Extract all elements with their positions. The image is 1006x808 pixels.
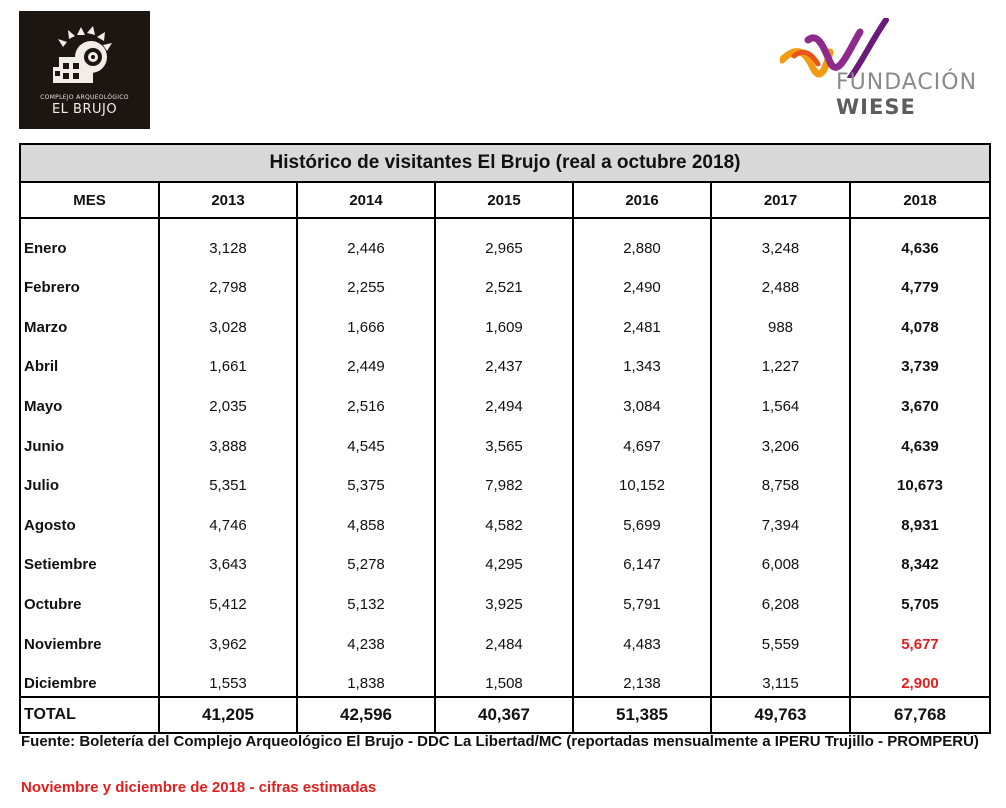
value-cell-2014: 5,278	[297, 538, 435, 578]
value-cell-2013: 2,035	[159, 379, 297, 419]
value-cell-2014: 2,449	[297, 340, 435, 380]
value-cell-2014: 2,516	[297, 379, 435, 419]
table-row	[20, 577, 990, 617]
table-row	[20, 221, 990, 261]
column-header-month: MES	[20, 182, 159, 218]
month-cell: Marzo	[20, 300, 159, 340]
value-cell-2017: 1,227	[711, 340, 850, 380]
total-cell-2016: 51,385	[573, 697, 711, 733]
value-cell-2016: 3,084	[573, 379, 711, 419]
value-cell-2016: 5,699	[573, 498, 711, 538]
visitors-table	[19, 143, 991, 734]
table-row	[20, 419, 990, 459]
value-cell-2015: 2,965	[435, 221, 573, 261]
value-cell-2018: 4,779	[850, 261, 990, 301]
value-cell-2015: 1,508	[435, 657, 573, 698]
month-cell: Octubre	[20, 577, 159, 617]
value-cell-2013: 1,661	[159, 340, 297, 380]
value-cell-2016: 10,152	[573, 459, 711, 499]
month-cell: Enero	[20, 221, 159, 261]
value-cell-2015: 3,925	[435, 577, 573, 617]
value-cell-2016: 2,481	[573, 300, 711, 340]
value-cell-2013: 3,128	[159, 221, 297, 261]
column-header-2013: 2013	[159, 182, 297, 218]
logo-fundacion-text: FUNDACIÓN	[836, 70, 978, 95]
month-cell: Junio	[20, 419, 159, 459]
value-cell-2014: 4,545	[297, 419, 435, 459]
value-cell-2018: 10,673	[850, 459, 990, 499]
value-cell-2013: 1,553	[159, 657, 297, 698]
table-body	[20, 218, 990, 733]
table-row	[20, 261, 990, 301]
value-cell-2018: 4,078	[850, 300, 990, 340]
table-row	[20, 300, 990, 340]
value-cell-2014: 2,446	[297, 221, 435, 261]
value-cell-2017: 3,248	[711, 221, 850, 261]
value-cell-2013: 3,028	[159, 300, 297, 340]
table-row	[20, 498, 990, 538]
value-cell-2014: 5,132	[297, 577, 435, 617]
column-header-2017: 2017	[711, 182, 850, 218]
value-cell-2014: 2,255	[297, 261, 435, 301]
value-cell-2017: 6,208	[711, 577, 850, 617]
value-cell-2017: 7,394	[711, 498, 850, 538]
table-row	[20, 340, 990, 380]
value-cell-2015: 4,582	[435, 498, 573, 538]
value-cell-2015: 3,565	[435, 419, 573, 459]
value-cell-2013: 5,351	[159, 459, 297, 499]
total-cell-2015: 40,367	[435, 697, 573, 733]
table-row	[20, 379, 990, 419]
value-cell-2016: 4,483	[573, 617, 711, 657]
value-cell-2014: 4,858	[297, 498, 435, 538]
month-cell: Mayo	[20, 379, 159, 419]
total-cell-2018: 67,768	[850, 697, 990, 733]
value-cell-2013: 4,746	[159, 498, 297, 538]
column-header-2014: 2014	[297, 182, 435, 218]
column-header-2018: 2018	[850, 182, 990, 218]
total-cell-2013: 41,205	[159, 697, 297, 733]
logo-wiese-text: WIESE	[836, 95, 916, 119]
month-cell: Setiembre	[20, 538, 159, 578]
value-cell-2015: 2,437	[435, 340, 573, 380]
value-cell-2016: 2,880	[573, 221, 711, 261]
value-cell-2018: 5,677	[850, 617, 990, 657]
value-cell-2014: 1,666	[297, 300, 435, 340]
value-cell-2016: 2,138	[573, 657, 711, 698]
table-row	[20, 617, 990, 657]
month-cell: Noviembre	[20, 617, 159, 657]
value-cell-2014: 4,238	[297, 617, 435, 657]
value-cell-2017: 5,559	[711, 617, 850, 657]
value-cell-2013: 5,412	[159, 577, 297, 617]
wiese-swoosh-icon	[780, 18, 900, 78]
value-cell-2017: 8,758	[711, 459, 850, 499]
total-row	[20, 697, 990, 733]
month-cell: Diciembre	[20, 657, 159, 698]
value-cell-2017: 988	[711, 300, 850, 340]
table-header-row	[20, 182, 990, 218]
value-cell-2014: 1,838	[297, 657, 435, 698]
value-cell-2013: 2,798	[159, 261, 297, 301]
month-cell: Abril	[20, 340, 159, 380]
value-cell-2018: 3,739	[850, 340, 990, 380]
value-cell-2017: 6,008	[711, 538, 850, 578]
value-cell-2017: 3,206	[711, 419, 850, 459]
value-cell-2014: 5,375	[297, 459, 435, 499]
value-cell-2013: 3,888	[159, 419, 297, 459]
value-cell-2015: 7,982	[435, 459, 573, 499]
logo-title: EL BRUJO	[51, 102, 118, 117]
value-cell-2015: 4,295	[435, 538, 573, 578]
logo-subtitle: COMPLEJO ARQUEOLÓGICO	[40, 94, 129, 101]
value-cell-2017: 1,564	[711, 379, 850, 419]
value-cell-2015: 2,521	[435, 261, 573, 301]
table-row	[20, 459, 990, 499]
value-cell-2018: 8,342	[850, 538, 990, 578]
month-cell: Febrero	[20, 261, 159, 301]
table-title-row	[20, 144, 990, 182]
value-cell-2017: 2,488	[711, 261, 850, 301]
value-cell-2018: 4,639	[850, 419, 990, 459]
value-cell-2016: 1,343	[573, 340, 711, 380]
table-row	[20, 538, 990, 578]
total-label: TOTAL	[20, 697, 159, 733]
fundacion-wiese-logo	[780, 18, 990, 118]
estimate-note: Noviembre y diciembre de 2018 - cifras estimadas	[21, 779, 377, 796]
value-cell-2016: 4,697	[573, 419, 711, 459]
month-cell: Julio	[20, 459, 159, 499]
table-row	[20, 657, 990, 698]
total-cell-2017: 49,763	[711, 697, 850, 733]
value-cell-2015: 2,494	[435, 379, 573, 419]
value-cell-2016: 5,791	[573, 577, 711, 617]
value-cell-2016: 6,147	[573, 538, 711, 578]
source-note: Fuente: Boletería del Complejo Arqueológico El Brujo - DDC La Libertad/MC (reportadas mensualmente a IPERU Trujillo - PROMPERÚ)	[21, 733, 979, 750]
month-cell: Agosto	[20, 498, 159, 538]
el-brujo-emblem-icon	[19, 11, 150, 96]
column-header-2015: 2015	[435, 182, 573, 218]
value-cell-2018: 3,670	[850, 379, 990, 419]
value-cell-2018: 5,705	[850, 577, 990, 617]
value-cell-2015: 1,609	[435, 300, 573, 340]
value-cell-2013: 3,643	[159, 538, 297, 578]
value-cell-2018: 4,636	[850, 221, 990, 261]
el-brujo-logo	[19, 11, 150, 129]
total-cell-2014: 42,596	[297, 697, 435, 733]
value-cell-2013: 3,962	[159, 617, 297, 657]
value-cell-2018: 2,900	[850, 657, 990, 698]
value-cell-2018: 8,931	[850, 498, 990, 538]
table-title: Histórico de visitantes El Brujo (real a octubre 2018)	[20, 144, 990, 182]
value-cell-2016: 2,490	[573, 261, 711, 301]
value-cell-2017: 3,115	[711, 657, 850, 698]
column-header-2016: 2016	[573, 182, 711, 218]
value-cell-2015: 2,484	[435, 617, 573, 657]
